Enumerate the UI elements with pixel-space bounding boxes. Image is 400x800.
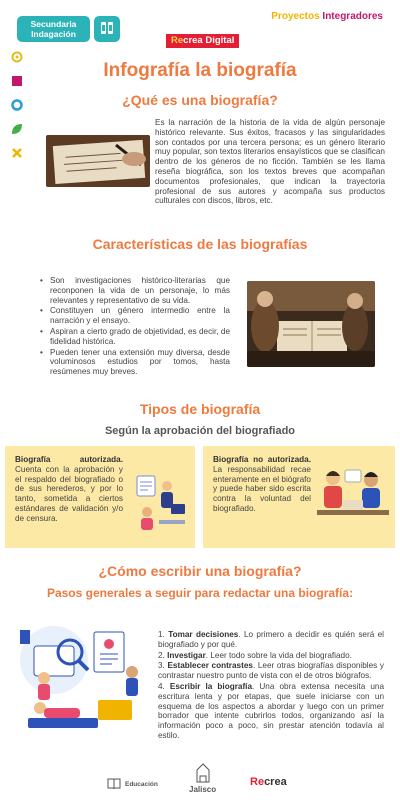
steps-list	[158, 630, 384, 742]
what-is-text: Es la narración de la historia de la vida de algún personaje histórico relevante. Sus éxitos, fracasos y las singularidades son contados por una tercera persona; es un género literario muy popular, son textos literarios ensayísticos que se clasifican dentro de los géneros de no ficción. También se les llama reseña biográfica, son los textos breves que acompañan documentos profesionales, que indican la trayectoria profesional de sus autores y acompaña sus productos culturales con discos, libros, etc.	[155, 118, 385, 206]
list-item	[158, 661, 384, 681]
authorized-text	[15, 455, 123, 524]
unauthorized-title: Biografía no autorizada.	[213, 455, 311, 464]
step-title: Escribir la biografía	[169, 681, 253, 691]
unauthorized-desc: La responsabilidad recae enteramente en el biógrafo y puede haber sido escrita contra la voluntad del biografiado.	[213, 464, 311, 513]
list-item	[158, 651, 384, 661]
recrea-re: Re	[250, 776, 265, 788]
features-heading: Características de las biografías	[92, 236, 308, 252]
integradores-label: Integradores	[322, 11, 383, 22]
level-badge-label: Secundaria Indagación	[30, 19, 77, 39]
book-icon	[107, 778, 121, 790]
recrea-footer-logo	[250, 776, 287, 788]
step-number: 4.	[158, 681, 170, 691]
authorized-desc: Cuenta con la aprobación y el respaldo del biografiado o de sus herederos, y por lo tanto, sometida a ciertos estándares de validación y/o de censura.	[15, 464, 123, 523]
level-badge	[17, 16, 90, 42]
unauthorized-illustration	[315, 462, 391, 538]
cross-shape-icon	[11, 146, 25, 164]
leaf-shape-icon	[11, 122, 25, 140]
step-text: . Lo primero a decidir es quién será el biografiado y por qué.	[158, 630, 384, 649]
recrea-digital-logo	[166, 34, 239, 48]
authorized-card	[5, 446, 195, 548]
cups-icon	[94, 16, 120, 42]
step-text: . Una obra extensa necesita una escritura lenta y por etapas, que suele iniciarse con un esquema de los aspectos a abordar y luego con un primer borrador que intente cubrirlos todos, organizando así la información poco a poco, sin prestar atención todavía al estilo.	[158, 681, 384, 740]
types-subheading: Según la aprobación del biografiado	[104, 425, 296, 437]
list-item: • Constituyen un género intermedio entre la narración y el ensayo.	[40, 306, 230, 326]
page-title: Infografía la biografía	[103, 60, 297, 81]
jalisco-seal-icon	[193, 762, 213, 784]
unauthorized-text	[213, 455, 311, 514]
types-heading: Tipos de biografía	[139, 401, 261, 417]
writing-photo	[46, 135, 150, 187]
step-number: 2.	[158, 650, 168, 660]
authorized-title: Biografía autorizada.	[15, 455, 123, 464]
projects-brand	[271, 11, 383, 22]
authorized-illustration	[127, 470, 193, 536]
writing-process-illustration	[14, 622, 152, 742]
list-item	[158, 630, 384, 650]
list-item	[158, 682, 384, 741]
how-to-heading: ¿Cómo escribir una biografía?	[98, 563, 302, 579]
list-item: • Son investigaciones histórico-literarias que reconponen la vida de un personaje, lo más relevantes y representativo de su vida.	[40, 276, 230, 305]
step-text: . Leer otras biografías disponibles y contrastar nuestro punto de vista con el de otros biógrafos.	[158, 661, 384, 681]
step-number: 1.	[158, 630, 169, 639]
educacion-label: Educación	[125, 781, 158, 788]
step-number: 3.	[158, 661, 168, 671]
logo-rest: crea Digital	[183, 35, 235, 46]
footer	[0, 764, 400, 794]
unauthorized-card	[203, 446, 395, 548]
step-title: Tomar decisiones	[168, 630, 239, 639]
recrea-rest: crea	[264, 776, 287, 788]
projects-label: Proyectos	[271, 11, 323, 22]
list-item: • Aspiran a cierto grado de objetividad, es decir, de fidelidad histórica.	[40, 327, 230, 347]
step-title: Establecer contrastes	[167, 661, 253, 671]
how-to-subheading: Pasos generales a seguir para redactar una biografía:	[46, 586, 354, 600]
what-is-heading: ¿Qué es una biografía?	[122, 92, 278, 108]
list-item: • Pueden tener una extensión muy diversa, desde voluminosos estudios por tomos, hasta resúmenes muy breves.	[40, 348, 230, 377]
step-text: . Leer todo sobre la vida del biografiado.	[205, 650, 352, 660]
logo-re: Re	[171, 35, 184, 46]
jalisco-label: Jalisco	[189, 785, 217, 794]
step-title: Investigar	[167, 650, 206, 660]
features-list	[40, 276, 230, 378]
figurines-photo	[247, 281, 375, 367]
